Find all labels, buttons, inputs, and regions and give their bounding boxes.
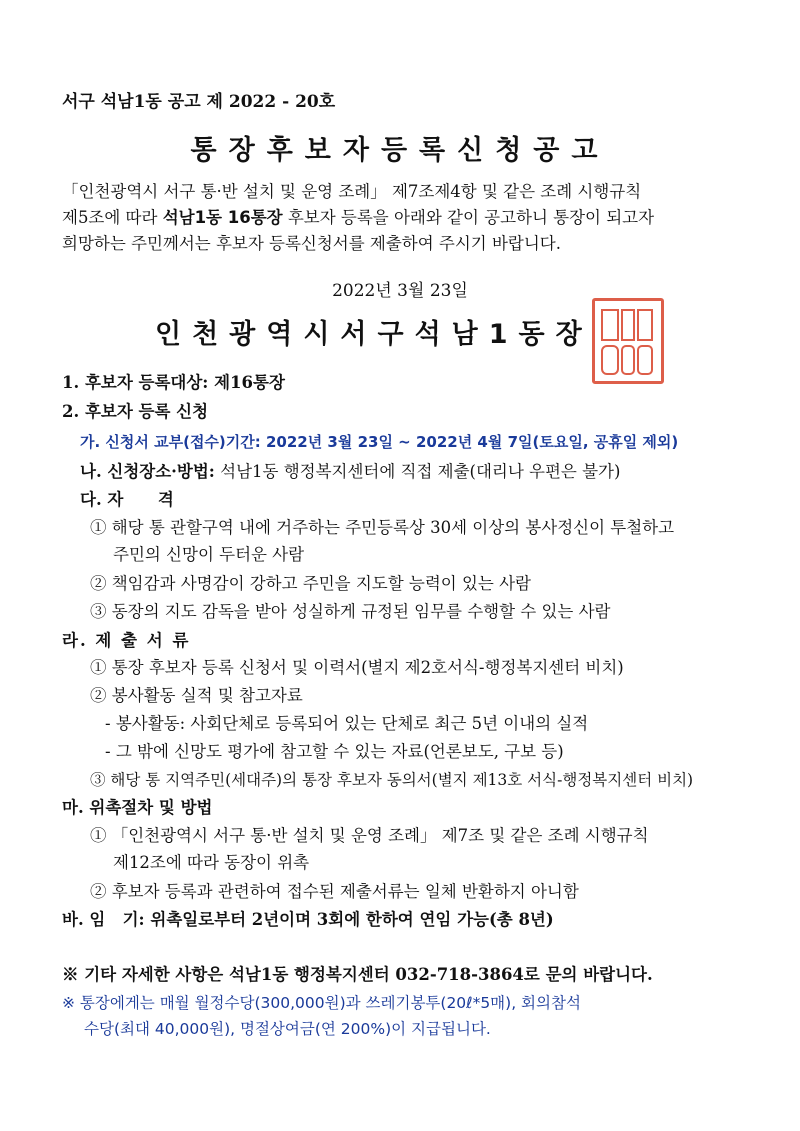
note-contact: ※ 기타 자세한 사항은 석남1동 행정복지센터 032-718-3864로 문의 바랍니다. (62, 965, 653, 984)
document-title: 통장후보자등록신청공고 (190, 135, 610, 166)
item-ra-2a: - 봉사활동: 사회단체로 등록되어 있는 단체로 최근 5년 이내의 실적 (105, 714, 589, 733)
item-ma-1b: 제12조에 따라 동장이 위촉 (113, 853, 310, 872)
item-na-text: 석남1동 행정복지센터에 직접 제출(대리나 우편은 불가) (214, 462, 621, 481)
item-ba-term: 바. 임 기: 위촉일로부터 2년이며 3회에 한하여 연임 가능(총 8년) (62, 910, 554, 929)
intro-line-2 (62, 208, 654, 228)
item-ma-1a: ① 「인천광역시 서구 통·반 설치 및 운영 조례」 제7조 및 같은 조례 시행규칙 (90, 826, 649, 845)
item-da-2: ② 책임감과 사명감이 강하고 주민을 지도할 능력이 있는 사람 (90, 574, 531, 593)
intro-line-3: 희망하는 주민께서는 후보자 등록신청서를 제출하여 주시기 바랍니다. (62, 234, 561, 253)
item-ra-1: ① 통장 후보자 등록 신청서 및 이력서(별지 제2호서식-행정복지센터 비치) (90, 658, 624, 677)
intro-line-1: 「인천광역시 서구 통·반 설치 및 운영 조례」 제7조제4항 및 같은 조례 시행규칙 (62, 182, 642, 201)
intro-pre: 제5조에 따라 (62, 208, 163, 227)
item-ra: 라. 제 출 서 류 (62, 631, 191, 650)
item-2: 2. 후보자 등록 신청 (62, 402, 209, 421)
item-na (80, 462, 620, 482)
item-da: 다. 자 격 (80, 490, 174, 509)
item-na-label: 나. 신청장소·방법: (80, 462, 215, 481)
doc-number: 서구 석남1동 공고 제 2022 - 20호 (62, 92, 336, 112)
note-allowance-2: 수당(최대 40,000원), 명절상여금(연 200%)이 지급됩니다. (84, 1020, 491, 1038)
item-da-1b: 주민의 신망이 두터운 사람 (113, 545, 305, 564)
item-ga-period: 가. 신청서 교부(접수)기간: 2022년 3월 23일 ~ 2022년 4월 7일(토요일, 공휴일 제외) (80, 433, 679, 451)
item-1: 1. 후보자 등록대상: 제16통장 (62, 373, 285, 392)
item-da-1a: ① 해당 통 관할구역 내에 거주하는 주민등록상 30세 이상의 봉사정신이 투철하고 (90, 518, 675, 537)
item-ma: 마. 위촉절차 및 방법 (62, 798, 213, 817)
official-seal (592, 298, 664, 384)
item-ma-2: ② 후보자 등록과 관련하여 접수된 제출서류는 일체 반환하지 아니함 (90, 882, 579, 901)
notice-date: 2022년 3월 23일 (332, 281, 468, 301)
intro-target: 석남1동 16통장 (162, 208, 283, 227)
issuer: 인천광역시서구석남1동장 (155, 319, 593, 350)
intro-post: 후보자 등록을 아래와 같이 공고하니 통장이 되고자 (282, 208, 655, 227)
item-ra-2b: - 그 밖에 신망도 평가에 참고할 수 있는 자료(언론보도, 구보 등) (105, 742, 564, 761)
note-allowance-1: ※ 통장에게는 매월 월정수당(300,000원)과 쓰레기봉투(20ℓ*5매), 회의참석 (62, 994, 581, 1012)
item-da-3: ③ 동장의 지도 감독을 받아 성실하게 규정된 임무를 수행할 수 있는 사람 (90, 602, 611, 621)
item-ra-3: ③ 해당 통 지역주민(세대주)의 통장 후보자 동의서(별지 제13호 서식-행정복지센터 비치) (90, 771, 694, 789)
item-ra-2: ② 봉사활동 실적 및 참고자료 (90, 686, 303, 705)
